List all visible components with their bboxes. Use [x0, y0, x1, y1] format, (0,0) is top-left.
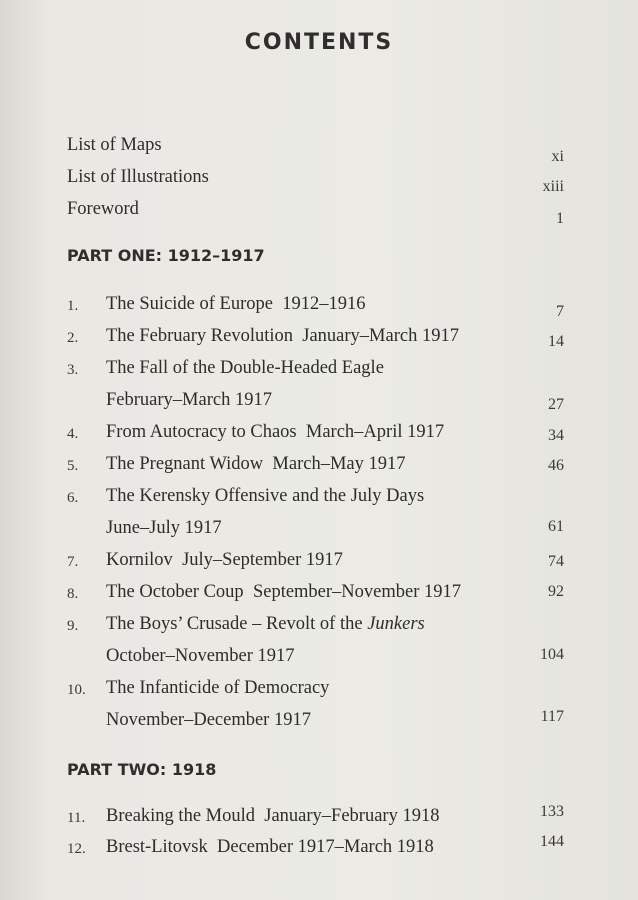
- chapter-title: The Boys’ Crusade – Revolt of the: [106, 614, 368, 634]
- chapter-title-line: [106, 582, 461, 603]
- chapter-dates: January–March 1917: [302, 326, 459, 346]
- chapter-number: 12.: [67, 841, 86, 857]
- toc-entry-list-of-maps: List of Maps: [67, 135, 162, 155]
- toc-page-list-of-maps: xi: [551, 148, 564, 165]
- chapter-page: 61: [548, 518, 564, 535]
- chapter-title-line: [106, 614, 425, 635]
- chapter-title: The October Coup: [106, 582, 244, 602]
- chapter-dates: January–February 1918: [264, 806, 440, 826]
- chapter-title-line: [106, 550, 343, 571]
- chapter-title-italic: Junkers: [367, 614, 425, 634]
- chapter-number: 6.: [67, 490, 79, 506]
- chapter-page: 74: [548, 553, 564, 570]
- chapter-title: The February Revolution: [106, 326, 294, 346]
- toc-page-list-of-illustrations: xiii: [542, 178, 564, 195]
- chapter-title: From Autocracy to Chaos: [106, 422, 297, 442]
- chapter-dates: July–September 1917: [182, 550, 343, 570]
- chapter-page: 7: [556, 303, 564, 320]
- chapter-dates: 1912–1916: [282, 294, 366, 314]
- chapter-number: 5.: [67, 458, 79, 474]
- chapter-page: 117: [540, 708, 564, 725]
- chapter-title: The Infanticide of Democracy: [106, 678, 330, 698]
- chapter-dates: February–March 1917: [106, 390, 272, 410]
- chapter-page: 27: [548, 396, 564, 413]
- toc-entry-foreword: Foreword: [67, 199, 139, 219]
- chapter-dates: October–November 1917: [106, 646, 295, 666]
- chapter-number: 11.: [67, 810, 86, 826]
- chapter-number: 2.: [67, 330, 79, 346]
- toc-entry-list-of-illustrations: List of Illustrations: [67, 167, 209, 187]
- chapter-dates: March–May 1917: [272, 454, 406, 474]
- chapter-number: 3.: [67, 362, 79, 378]
- chapter-page: 144: [540, 833, 564, 850]
- chapter-dates: September–November 1917: [252, 582, 462, 602]
- chapter-title: The Fall of the Double-Headed Eagle: [106, 358, 384, 378]
- chapter-dates: November–December 1917: [106, 710, 311, 730]
- chapter-dates: December 1917–March 1918: [217, 837, 434, 857]
- chapter-title-line: [106, 837, 434, 858]
- chapter-title: The Suicide of Europe: [106, 294, 273, 314]
- toc-page-foreword: 1: [556, 210, 564, 227]
- chapter-page: 46: [548, 457, 564, 474]
- chapter-page: 133: [540, 803, 564, 820]
- chapter-title: Breaking the Mould: [106, 806, 256, 826]
- chapter-page: 34: [548, 427, 564, 444]
- chapter-number: 1.: [67, 298, 79, 314]
- part-heading-one: PART ONE: 1912–1917: [67, 246, 265, 265]
- chapter-dates: March–April 1917: [305, 422, 445, 442]
- chapter-title: The Kerensky Offensive and the July Days: [106, 486, 425, 506]
- chapter-number: 4.: [67, 426, 79, 442]
- chapter-page: 104: [540, 646, 564, 663]
- chapter-dates: June–July 1917: [106, 518, 222, 538]
- chapter-title-line: [106, 294, 365, 315]
- chapter-title: Kornilov: [106, 550, 173, 570]
- chapter-title-line: [106, 422, 444, 443]
- chapter-title-line: [106, 326, 459, 347]
- chapter-page: 14: [548, 333, 564, 350]
- chapter-page: 92: [548, 583, 564, 600]
- chapter-number: 9.: [67, 618, 79, 634]
- chapter-title-line: [106, 806, 439, 827]
- part-heading-two: PART TWO: 1918: [67, 760, 217, 779]
- chapter-number: 8.: [67, 586, 79, 602]
- chapter-title: Brest-Litovsk: [106, 837, 208, 857]
- chapter-number: 7.: [67, 554, 79, 570]
- chapter-title-line: [106, 454, 406, 475]
- page-title: CONTENTS: [244, 30, 394, 55]
- chapter-number: 10.: [67, 682, 86, 698]
- chapter-title: The Pregnant Widow: [106, 454, 264, 474]
